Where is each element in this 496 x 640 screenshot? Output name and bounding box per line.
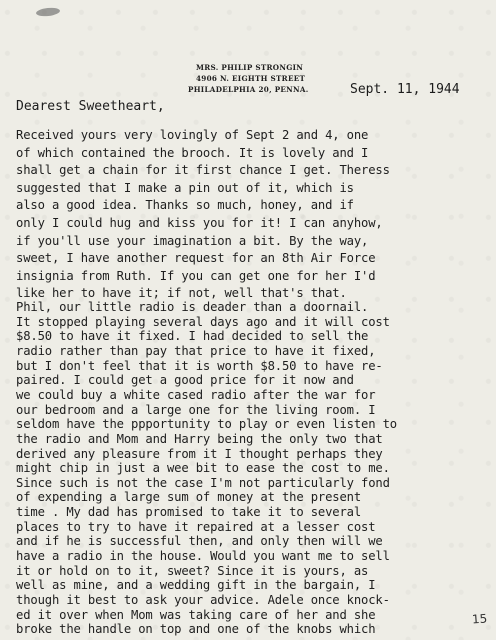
text-line: we could buy a white cased radio after the war for [16, 387, 376, 402]
text-line: broke the handle on top and one of the knobs which [16, 622, 376, 637]
text-line: well as mine, and a wedding gift in the bargain, I [16, 578, 376, 593]
text-line: also a good idea. Thanks so much, honey, and if [16, 198, 354, 213]
text-line: if you'll use your imagination a bit. By the way, [16, 233, 369, 248]
text-line: suggested that I make a pin out of it, which is [16, 180, 354, 195]
text-line: Phil, our little radio is deader than a doornail. [16, 300, 369, 314]
text-line: time . My dad has promised to take it to several [16, 505, 361, 520]
text-line: have a radio in the house. Would you want me to sell [16, 549, 390, 564]
text-line: places to try to have it repaired at a lesser cost [16, 519, 376, 534]
text-line: the radio and Mom and Harry being the only two that [16, 431, 383, 446]
text-line: like her to have it; if not, well that's that. [16, 286, 347, 301]
text-line: radio rather than pay that price to have it fixed, [16, 343, 376, 358]
text-line: derived any pleasure from it I thought perhaps they [16, 446, 383, 461]
letterhead-city: PHILADELPHIA 20, PENNA. [188, 85, 309, 94]
text-line: it or hold on to it, sweet? Since it is yours, as [16, 563, 369, 578]
text-line: Since such is not the case I'm not particularly fond [16, 475, 390, 490]
text-line: might chip in just a wee bit to ease the cost to me. [16, 461, 390, 476]
letter-date: Sept. 11, 1944 [350, 82, 460, 97]
text-line: seldom have the ppportunity to play or even listen to [16, 417, 397, 432]
text-line: only I could hug and kiss you for it! I can anyhow, [16, 216, 383, 230]
letterhead [188, 62, 338, 95]
text-line: our bedroom and a large one for the living room. I [16, 402, 376, 417]
page-number: 15 [471, 611, 488, 627]
text-line: $8.50 to have it fixed. I had decided to sell the [16, 329, 369, 344]
text-line: of which contained the brooch. It is lovely and I [16, 145, 369, 160]
letterhead-name: MRS. PHILIP STRONGIN [196, 63, 304, 72]
text-line: It stopped playing several days ago and it will cost [16, 314, 390, 329]
ink-mark [36, 7, 61, 17]
text-line: ed it over when Mom was taking care of her and she [16, 607, 376, 622]
text-line: Received yours very lovingly of Sept 2 and 4, one [16, 128, 369, 142]
letterhead-street: 4906 N. EIGHTH STREET [196, 74, 306, 83]
text-line: of expending a large sum of money at the present [16, 490, 361, 505]
text-line: sweet, I have another request for an 8th Air Force [16, 251, 376, 266]
text-line: shall get a chain for it first chance I get. Theress [16, 163, 390, 178]
text-line: but I don't feel that it is worth $8.50 to have re- [16, 358, 383, 373]
text-line: and if he is successful then, and only then will we [16, 534, 383, 549]
text-line: though it best to ask your advice. Adele once knock- [16, 593, 390, 607]
text-line: insignia from Ruth. If you can get one for her I'd [16, 268, 376, 283]
salutation: Dearest Sweetheart, [16, 99, 165, 114]
text-line: paired. I could get a good price for it now and [16, 373, 354, 388]
